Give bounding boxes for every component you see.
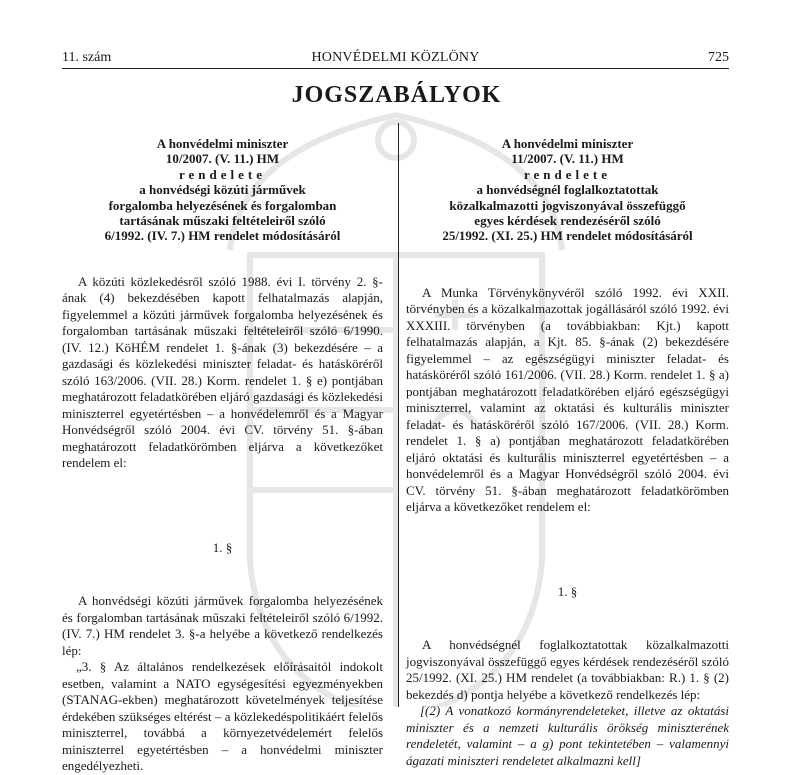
paragraph-number: 1. § xyxy=(212,539,233,555)
section-title: JOGSZABÁLYOK xyxy=(291,82,502,108)
decree-number: 11/2007. (V. 11.) HM xyxy=(511,151,624,167)
paragraph-text: A honvédségnél foglalkoztatottak közalkalmazotti jogviszonyával összefüggő egyes kérdések rendezéséről szóló 25/1992. (XI. 25.) HM rendelet (a továbbiakban: R.) 1. § (2) bekezdés d) pontja helyébe a következő rendelkezés lép: xyxy=(406,637,729,702)
left-column xyxy=(62,136,383,775)
issuer: A honvédelmi miniszter xyxy=(156,136,289,151)
decree-title-line: tartásának műszaki feltételeiről szóló xyxy=(119,213,326,229)
decree-number: 10/2007. (V. 11.) HM xyxy=(165,151,280,167)
decree-title-line: közalkalmazotti jogviszonyával összefüggő xyxy=(449,197,686,213)
journal-title: HONVÉDELMI KÖZLÖNY xyxy=(311,50,480,65)
decree-title-line: a honvédségi közúti járművek xyxy=(139,182,306,198)
decree-word: rendelete xyxy=(523,166,612,182)
preamble: A Munka Törvénykönyvéről szóló 1992. évi XXII. törvényben és a közalkalmazottak jogállásáról szóló 1992. évi XXXIII. törvényben (a továbbiakban: Kjt.) kapott felhatalmazás alapján, a Kjt. 85. §-ának (2) bekezdésére figyelemmel – az egészségügyi miniszter feladat- és hatásköréről szóló 161/2006. (VII. 28.) Korm. rendelet 1. § a) pontjában meghatározott feladatkörében eljáró egészségügyi miniszterrel, valamint az oktatási és kulturális miniszter feladat- és hatásköréről szóló 167/2006. (VII. 28.) Korm. rendelet 1. § a) pontjában meghatározott feladatkörében eljáró oktatási és kulturális miniszterrel egyetértésben – a honvédelemről és a Magyar Honvédségről szóló 2004. évi CV. törvény 51. §-ában meghatározott feladatkörömben eljárva a következőket rendelem el: xyxy=(406,284,729,515)
paragraph-number: 1. § xyxy=(557,583,578,599)
paragraph-text: A honvédségi közúti járművek forgalomba helyezésének és forgalomban tartásának műszaki feltételeiről szóló 6/1992. (IV. 7.) HM rendelet 3. §-a helyébe a következő rendelkezés lép: xyxy=(62,593,383,658)
decree-word: rendelete xyxy=(178,166,267,182)
right-column xyxy=(406,136,729,769)
preamble: A közúti közlekedésről szóló 1988. évi I. törvény 2. §-ának (4) bekezdésében kapott felhatalmazás alapján, figyelemmel a közúti járművek forgalomba helyezésének és forgalomban tartásának műszaki feltételeiről szóló 6/1990. (IV. 12.) KöHÉM rendelet 1. §-ának (3) bekezdésére – a gazdasági és közlekedési miniszter feladat- és hatásköréről szóló 163/2006. (VII. 28.) Korm. rendelet 1. § e) pontjában meghatározott feladatkörében eljáró gazdasági és közlekedési miniszterrel egyetértésben – a honvédelemről és a Magyar Honvédségről szóló 2004. évi CV. törvény 51. §-ában meghatározott feladatkörömben eljárva a következőket rendelem el: xyxy=(62,273,383,471)
quoted-provision: [(2) A vonatkozó kormányrendeleteket, illetve az oktatási miniszter és a nemzeti kulturális örökség miniszterének rendeletét, valamint – a g) pont tekintetében – valamennyi ágazati miniszteri rendeletet alkalmazni kell] xyxy=(406,703,729,768)
issuer: A honvédelmi miniszter xyxy=(501,136,634,151)
issue-number: 11. szám xyxy=(62,50,112,65)
decree-title-line: egyes kérdések rendezéséről szóló xyxy=(474,213,661,229)
decree-title-line: 6/1992. (IV. 7.) HM rendelet módosításáról xyxy=(104,228,341,244)
quoted-provision: „3. § Az általános rendelkezések előírásaitól indokolt esetben, valamint a NATO egységesítési egyezményekben (STANAG-ekben) meghatározott követelmények teljesítése érdekében szükséges eltérést – a közlekedéspolitikáért felelős miniszterrel, továbbá a környezetvédelemért felelős miniszterrel egyetértésben – a honvédelmi miniszter engedélyezheti. xyxy=(62,659,383,774)
page-number: 725 xyxy=(708,50,729,65)
decree-title-line: 25/1992. (XI. 25.) HM rendelet módosításáról xyxy=(442,228,693,244)
column-divider xyxy=(398,123,399,707)
decree-heading xyxy=(62,136,383,244)
decree-title-line: forgalomba helyezésének és forgalomban xyxy=(108,197,337,213)
decree-heading xyxy=(406,136,729,244)
decree-title-line: a honvédségnél foglalkoztatottak xyxy=(476,182,659,198)
page-header xyxy=(62,50,729,69)
